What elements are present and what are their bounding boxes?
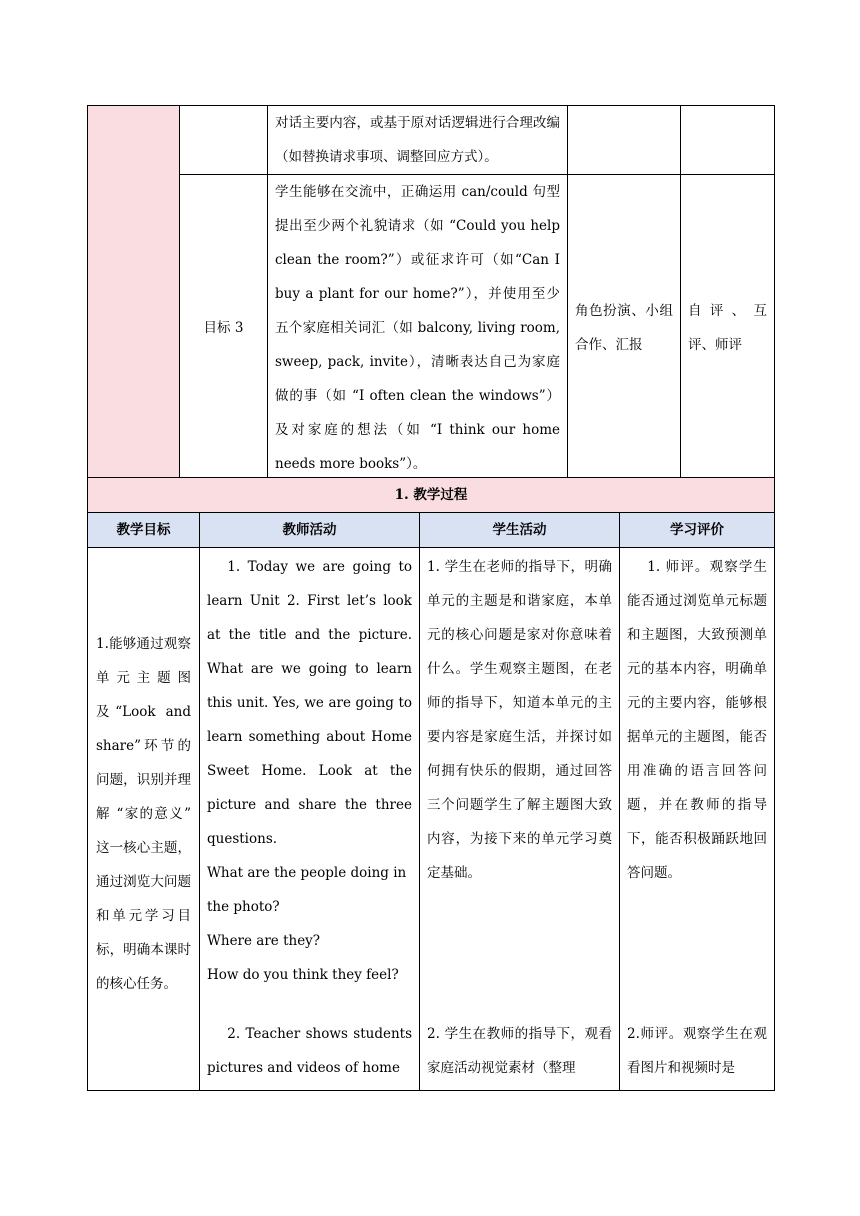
header-goal: 教学目标 [88, 513, 200, 548]
goal-3-assessment: 自评、互评、师评 [681, 175, 775, 482]
student-activity-1: 1. 学生在老师的指导下，明确单元的主题是和谐家庭，本单元的核心问题是家对你意味着什么。学生观察主题图，在老师的指导下，知道本单元的主要内容是家庭生活，并探讨如何拥有快乐的假期，通过回答三个问题学生了解主题图大致内容，为接下来的单元学习奠定基础。 [427, 559, 612, 881]
assessment-2: 2.师评。观察学生在观看图片和视频时是 [627, 1026, 768, 1076]
goal-content-cell: 对话主要内容，或基于原对话逻辑进行合理改编（如替换请求事项、调整回应方式）。 [268, 106, 568, 175]
goal-3-content: 学生能够在交流中，正确运用 can/could 句型提出至少两个礼貌请求（如 “Could you help clean the room?”）或征求许可（如“Can I buy a plant for our home?”），并使用至少五个家庭相关词汇（如 balcony, living room, sweep, pack, invite），清晰表达自己为家庭做的事（如 “I often clean the windows”）及对家庭的想法（如 “I think our home needs more books”）。 [268, 175, 568, 482]
goal-empty-cell [180, 106, 268, 175]
header-teacher-activity: 教师活动 [200, 513, 420, 548]
teacher-activity-cell [200, 548, 420, 1091]
teaching-goal-cell [88, 548, 200, 1091]
teacher-activity-1: 1. Today we are going to learn Unit 2. First let’s look at the title and the picture. What are we going to learn this unit. Yes, we are going to learn something about Home Sweet Home. Look at the picture and share the three questions. [207, 559, 412, 847]
student-activity-2: 2. 学生在教师的指导下，观看家庭活动视觉素材（整理 [427, 1026, 612, 1076]
teacher-activity-2: 2. Teacher shows students pictures and videos of home [207, 1026, 412, 1076]
goal-3-method: 角色扮演、小组合作、汇报 [568, 175, 681, 482]
goal-table-continued [87, 105, 775, 482]
method-empty-cell [568, 106, 681, 175]
assessment-cell [620, 548, 775, 1091]
teacher-question-2: Where are they? [207, 933, 321, 949]
assessment-empty-cell [681, 106, 775, 175]
teaching-process-table [87, 477, 775, 1091]
teacher-question-3: How do you think they feel? [207, 967, 399, 983]
teaching-goal-text: 1.能够通过观察单元主题图及“Look and share”环节的问题，识别并理解 “家的意义” 这一核心主题，通过浏览大问题 和单元学习目标，明确本课时的核心任务。 [96, 636, 191, 992]
merged-label-cell [88, 106, 180, 482]
header-assessment: 学习评价 [620, 513, 775, 548]
goal-label: 目标 3 [180, 175, 268, 482]
section-title: 1. 教学过程 [88, 478, 775, 513]
header-student-activity: 学生活动 [420, 513, 620, 548]
student-activity-cell [420, 548, 620, 1091]
assessment-1: 1. 师评。观察学生能否通过浏览单元标题和主题图，大致预测单元的基本内容，明确单元的主要内容，能够根据单元的主题图，能否用准确的语言回答问题，并在教师的指导下，能否积极踊跃地回答问题。 [627, 559, 768, 881]
teacher-question-1: What are the people doing in the photo? [207, 865, 407, 915]
